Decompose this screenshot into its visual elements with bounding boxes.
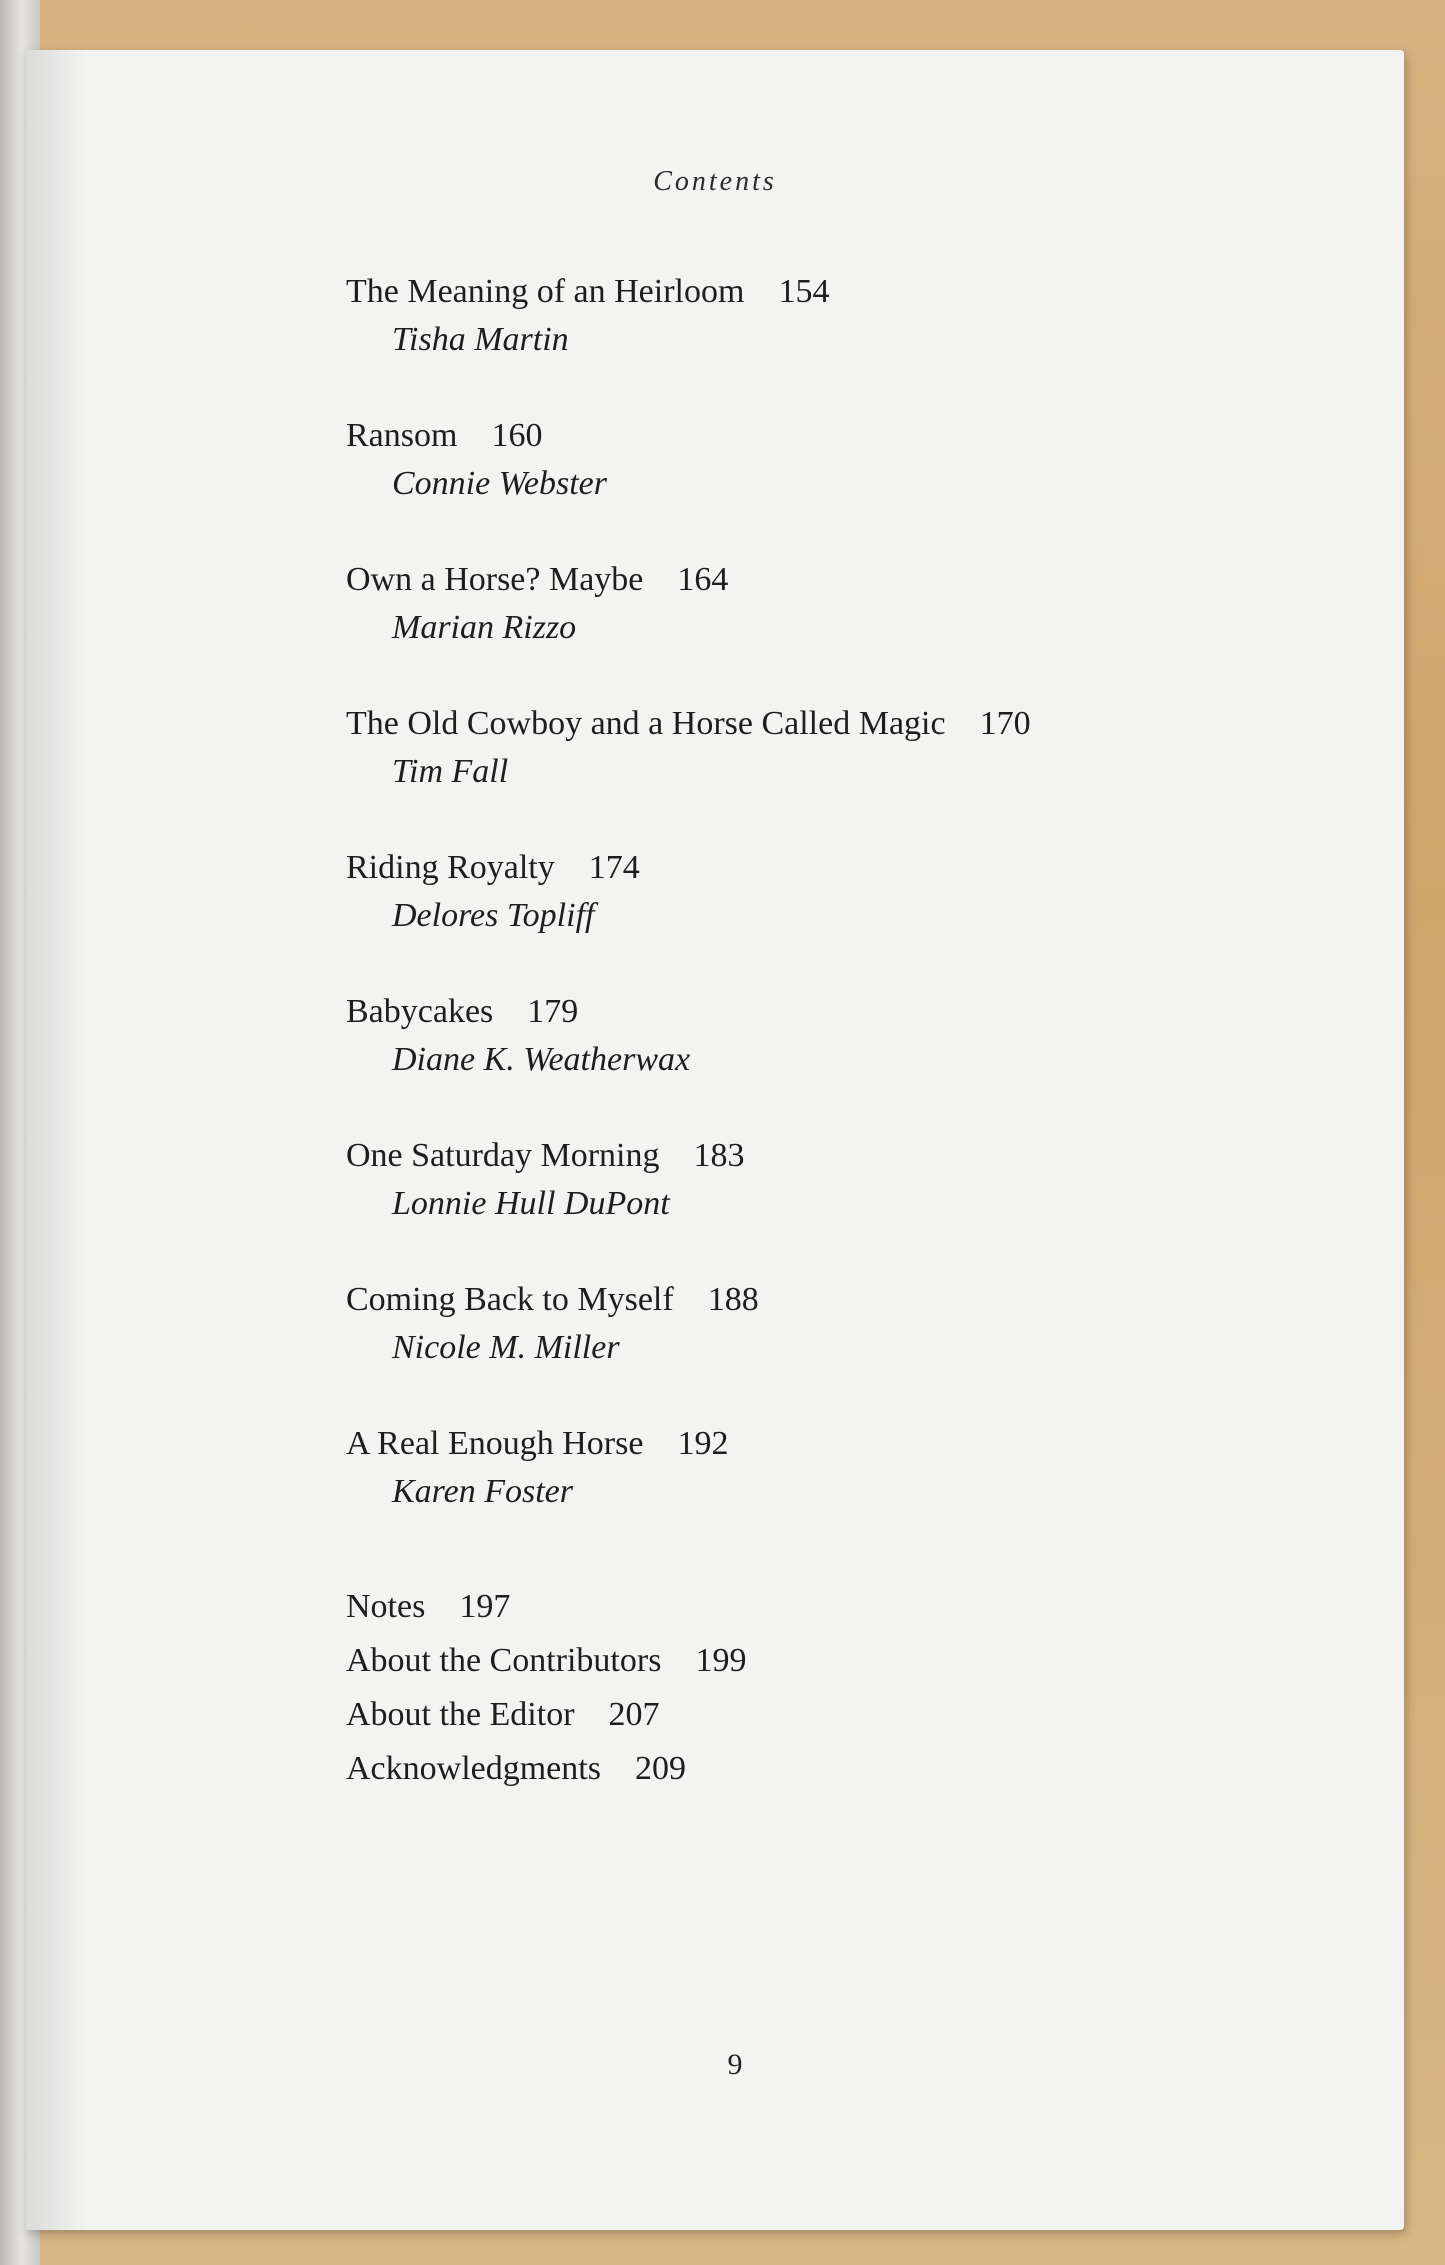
table-of-contents [346,268,1246,1796]
toc-entry-page-number: 160 [491,417,543,454]
toc-back-matter-title: Acknowledgments [346,1750,601,1787]
toc-entry-line [346,988,1246,1036]
toc-entry-author: Marian Rizzo [392,609,577,646]
toc-entry-title: Own a Horse? Maybe [346,561,644,598]
toc-entry [346,1276,1246,1372]
toc-entry-author: Diane K. Weatherwax [392,1041,691,1078]
page-number: 9 [727,2048,743,2081]
toc-entry-page-number: 188 [707,1281,759,1318]
toc-entry-title: Ransom [346,417,458,454]
toc-entry-page-number: 192 [677,1425,729,1462]
toc-entry-author: Karen Foster [392,1473,574,1510]
toc-back-matter-title: Notes [346,1588,426,1625]
toc-entry-author: Tisha Martin [392,321,569,358]
toc-back-matter [346,1580,1246,1796]
toc-back-matter-page-number: 209 [634,1750,686,1787]
toc-back-matter-item [346,1742,1246,1796]
toc-entry [346,1420,1246,1516]
toc-entry-author: Connie Webster [392,465,608,502]
running-head: Contents [653,166,777,197]
toc-entry-title: A Real Enough Horse [346,1425,644,1462]
toc-entry-page-number: 170 [979,705,1031,742]
toc-entry-line [346,700,1246,748]
toc-entries [346,268,1246,1516]
toc-entry-line [346,1276,1246,1324]
toc-entry-author: Tim Fall [392,753,509,790]
toc-entry-title: The Old Cowboy and a Horse Called Magic [346,705,946,742]
toc-entry-author: Nicole M. Miller [392,1329,620,1366]
toc-entry-line [346,268,1246,316]
toc-entry-title: Babycakes [346,993,494,1030]
toc-entry [346,268,1246,364]
toc-entry-line [346,1132,1246,1180]
toc-back-matter-item [346,1688,1246,1742]
toc-entry [346,412,1246,508]
toc-entry-line [346,412,1246,460]
toc-entry [346,988,1246,1084]
toc-back-matter-page-number: 207 [608,1696,660,1733]
toc-entry [346,700,1246,796]
toc-back-matter-item [346,1634,1246,1688]
toc-entry [346,844,1246,940]
toc-entry-line [346,1420,1246,1468]
toc-back-matter-item [346,1580,1246,1634]
toc-back-matter-page-number: 197 [459,1588,511,1625]
toc-back-matter-title: About the Contributors [346,1642,662,1679]
toc-entry-title: The Meaning of an Heirloom [346,273,745,310]
toc-entry [346,1132,1246,1228]
toc-back-matter-title: About the Editor [346,1696,575,1733]
toc-entry-title: Riding Royalty [346,849,555,886]
toc-entry-page-number: 179 [527,993,579,1030]
toc-entry-page-number: 154 [778,273,830,310]
toc-entry-author: Lonnie Hull DuPont [392,1185,670,1222]
toc-entry-page-number: 183 [693,1137,745,1174]
toc-entry-author: Delores Topliff [392,897,595,934]
book-page [26,50,1404,2230]
toc-entry-title: Coming Back to Myself [346,1281,674,1318]
toc-entry-line [346,556,1246,604]
toc-entry-page-number: 174 [588,849,640,886]
toc-back-matter-page-number: 199 [695,1642,747,1679]
toc-entry [346,556,1246,652]
toc-entry-page-number: 164 [677,561,729,598]
toc-entry-line [346,844,1246,892]
toc-entry-title: One Saturday Morning [346,1137,660,1174]
